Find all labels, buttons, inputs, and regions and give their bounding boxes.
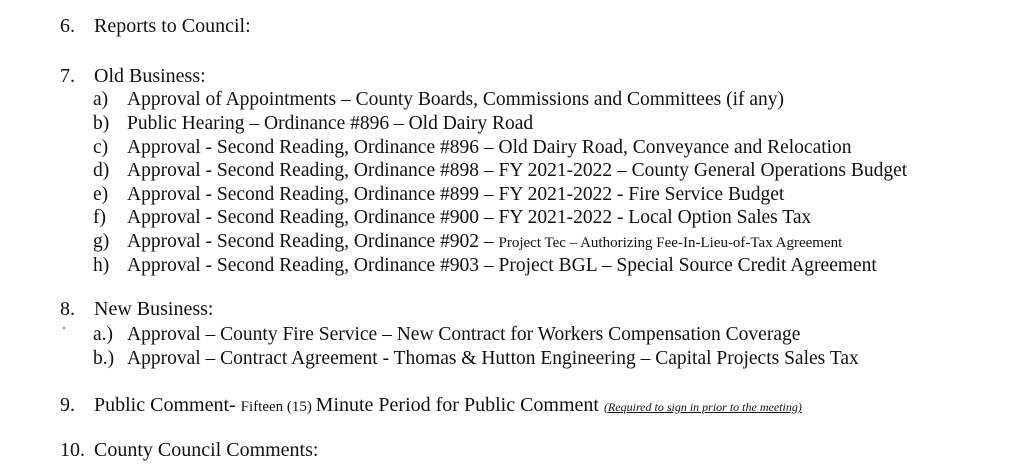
sub-text: Approval – Contract Agreement - Thomas & Hutton Engineering – Capital Projects Sales Tax [127, 348, 859, 369]
agenda-item-council-comments [60, 438, 318, 462]
agenda-item-old-business [60, 64, 206, 88]
sub-text: Approval of Appointments – County Boards, Commissions and Committees (if any) [127, 89, 785, 110]
sub-letter: f) [93, 207, 106, 228]
sub-letter: d) [93, 160, 110, 181]
item-title: County Council Comments: [94, 439, 319, 461]
sub-letter: b) [93, 113, 110, 134]
agenda-item-public-comment [60, 393, 802, 419]
sub-letter: e) [93, 184, 109, 205]
sub-letter: a.) [93, 324, 114, 345]
old-business-sub-a [93, 89, 784, 111]
sub-text: Approval - Second Reading, Ordinance #900 – FY 2021-2022 - Local Option Sales Tax [127, 207, 812, 228]
item-number: 7. [60, 65, 75, 87]
item-title: New Business: [94, 298, 214, 320]
item-number: 8. [60, 298, 75, 320]
sub-text: Approval - Second Reading, Ordinance #898 – FY 2021-2022 – County General Operations Budget [127, 160, 908, 181]
sub-text: Public Hearing – Ordinance #896 – Old Dairy Road [127, 113, 534, 134]
sub-letter: a) [93, 89, 109, 110]
sub-letter: b.) [93, 348, 115, 369]
old-business-sub-g [93, 231, 842, 254]
item-title: Old Business: [94, 65, 206, 87]
old-business-sub-f [93, 207, 811, 229]
old-business-sub-d [93, 160, 907, 182]
item-number: 9. [60, 394, 75, 416]
sub-text: Approval - Second Reading, Ordinance #896 – Old Dairy Road, Conveyance and Relocation [127, 137, 852, 158]
sub-letter: c) [93, 137, 109, 158]
old-business-sub-c [93, 137, 852, 159]
new-business-sub-a [93, 324, 800, 346]
item-number: 10. [60, 439, 85, 461]
sub-text: Approval – County Fire Service – New Contract for Workers Compensation Coverage [127, 324, 801, 345]
sub-text: Approval - Second Reading, Ordinance #899 – FY 2021-2022 - Fire Service Budget [127, 184, 785, 205]
agenda-item-new-business [60, 297, 213, 321]
agenda-item-reports [60, 14, 251, 38]
sub-letter: g) [93, 231, 110, 252]
margin-dot [63, 327, 65, 329]
item-title: Reports to Council: [94, 15, 251, 37]
sub-letter: h) [93, 255, 110, 276]
item-title-cont: Minute Period for Public Comment [315, 394, 604, 416]
old-business-sub-h [93, 255, 877, 277]
old-business-sub-b [93, 113, 533, 135]
old-business-sub-e [93, 184, 784, 206]
item-title-small: Fifteen (15) [240, 399, 316, 415]
sub-text-small: Project Tec – Authorizing Fee-In-Lieu-of-Tax Agreement [498, 235, 843, 251]
new-business-sub-b [93, 348, 859, 370]
item-number: 6. [60, 15, 75, 37]
sub-text: Approval - Second Reading, Ordinance #903 – Project BGL – Special Source Credit Agreement [127, 255, 877, 276]
sign-in-note: (Required to sign in prior to the meeting) [603, 400, 802, 414]
sub-text: Approval - Second Reading, Ordinance #902 – [127, 231, 499, 252]
item-title: Public Comment- [94, 394, 241, 416]
